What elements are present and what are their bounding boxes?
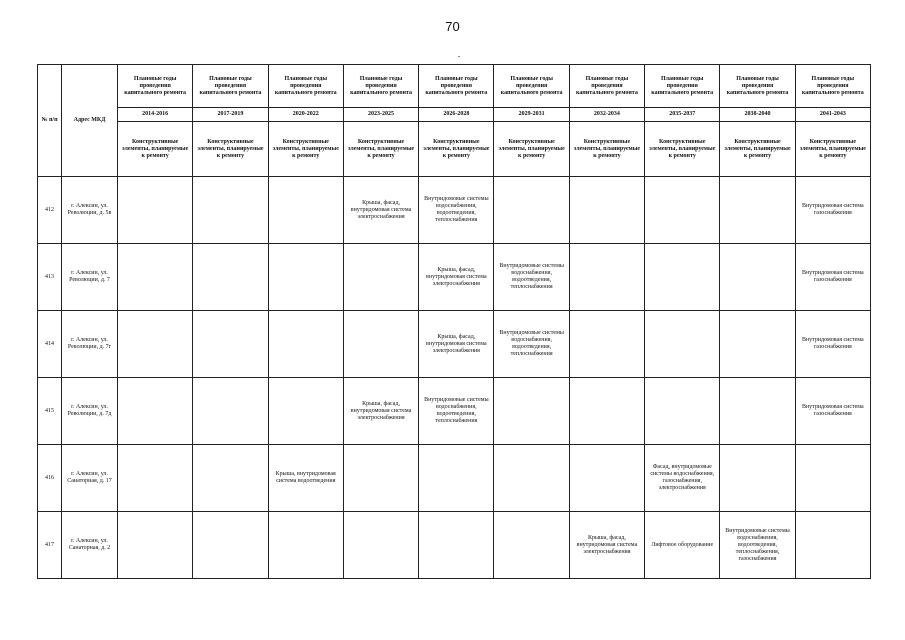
plan-cell [268, 378, 343, 445]
header-row-titles [38, 65, 871, 108]
row-address: г. Алексин, ул. Санаторная, д. 2 [62, 512, 118, 579]
row-num: 415 [38, 378, 62, 445]
period-years: 2029-2031 [494, 108, 569, 122]
plan-cell [569, 177, 644, 244]
plan-cell [268, 512, 343, 579]
plan-cell [118, 445, 193, 512]
plan-cell [645, 177, 720, 244]
period-years: 2035-2037 [645, 108, 720, 122]
plan-cell [645, 244, 720, 311]
plan-cell: Внутридомовая система газоснабжения [795, 311, 870, 378]
table-row [38, 378, 871, 445]
plan-cell [343, 512, 418, 579]
period-years: 2032-2034 [569, 108, 644, 122]
period-elements: Конструктивные элементы, планируемые к ремонту [494, 122, 569, 177]
header-row-years [38, 108, 871, 122]
plan-cell [118, 378, 193, 445]
plan-cell [494, 512, 569, 579]
plan-cell [569, 378, 644, 445]
period-title: Плановые годы проведения капитального ремонта [645, 65, 720, 108]
period-years: 2026-2028 [419, 108, 494, 122]
period-years: 2014-2016 [118, 108, 193, 122]
row-num: 412 [38, 177, 62, 244]
plan-cell [343, 445, 418, 512]
plan-cell [494, 378, 569, 445]
period-title: Плановые годы проведения капитального ремонта [193, 65, 268, 108]
row-address: г. Алексин, ул. Революции, д. 7 [62, 244, 118, 311]
plan-cell [720, 445, 795, 512]
period-title: Плановые годы проведения капитального ремонта [494, 65, 569, 108]
plan-cell [343, 311, 418, 378]
period-elements: Конструктивные элементы, планируемые к ремонту [193, 122, 268, 177]
plan-cell [343, 244, 418, 311]
row-num: 413 [38, 244, 62, 311]
plan-cell [419, 512, 494, 579]
period-elements: Конструктивные элементы, планируемые к ремонту [569, 122, 644, 177]
plan-cell [569, 311, 644, 378]
plan-cell: Внутридомовая система газоснабжения [795, 378, 870, 445]
period-years: 2041-2043 [795, 108, 870, 122]
row-num: 414 [38, 311, 62, 378]
plan-cell [193, 244, 268, 311]
plan-cell: Лифтовое оборудование [645, 512, 720, 579]
period-title: Плановые годы проведения капитального ремонта [795, 65, 870, 108]
plan-cell [118, 311, 193, 378]
plan-cell [645, 378, 720, 445]
plan-cell [720, 177, 795, 244]
table-row [38, 177, 871, 244]
plan-cell: Внутридомовые системы водоснабжения, водоотведения, теплоснабжения, газоснабжения [720, 512, 795, 579]
plan-cell [795, 512, 870, 579]
plan-cell: Внутридомовая система газоснабжения [795, 244, 870, 311]
plan-cell [720, 378, 795, 445]
plan-cell [268, 311, 343, 378]
period-elements: Конструктивные элементы, планируемые к ремонту [268, 122, 343, 177]
table-row [38, 311, 871, 378]
plan-cell [494, 445, 569, 512]
period-title: Плановые годы проведения капитального ремонта [569, 65, 644, 108]
plan-cell: Внутридомовая система газоснабжения [795, 177, 870, 244]
period-title: Плановые годы проведения капитального ремонта [720, 65, 795, 108]
plan-cell [795, 445, 870, 512]
plan-cell: Крыша, фасад, внутридомовая система электроснабжения [343, 177, 418, 244]
plan-cell [193, 177, 268, 244]
plan-cell [268, 244, 343, 311]
plan-cell [419, 445, 494, 512]
table-row [38, 512, 871, 579]
row-num: 417 [38, 512, 62, 579]
table-row [38, 445, 871, 512]
period-elements: Конструктивные элементы, планируемые к ремонту [419, 122, 494, 177]
period-elements: Конструктивные элементы, планируемые к ремонту [795, 122, 870, 177]
table-row [38, 244, 871, 311]
period-years: 2038-2040 [720, 108, 795, 122]
plan-cell [193, 445, 268, 512]
plan-cell: Внутридомовые системы водоснабжения, водоотведения, теплоснабжения [494, 244, 569, 311]
period-years: 2020-2022 [268, 108, 343, 122]
period-elements: Конструктивные элементы, планируемые к ремонту [720, 122, 795, 177]
period-elements: Конструктивные элементы, планируемые к ремонту [343, 122, 418, 177]
plan-cell: Внутридомовые системы водоснабжения, водоотведения, теплоснабжения [494, 311, 569, 378]
plan-cell [193, 378, 268, 445]
plan-cell: Крыша, фасад, внутридомовая система электроснабжения [419, 311, 494, 378]
period-years: 2023-2025 [343, 108, 418, 122]
plan-cell: Внутридомовые системы водоснабжения, водоотведения, теплоснабжения [419, 177, 494, 244]
plan-cell: Крыша, фасад, внутридомовая система электроснабжения [569, 512, 644, 579]
period-title: Плановые годы проведения капитального ремонта [419, 65, 494, 108]
row-address: г. Алексин, ул. Революции, д. 5в [62, 177, 118, 244]
plan-cell [720, 244, 795, 311]
row-num: 416 [38, 445, 62, 512]
period-title: Плановые годы проведения капитального ремонта [343, 65, 418, 108]
period-title: Плановые годы проведения капитального ремонта [118, 65, 193, 108]
plan-cell [118, 244, 193, 311]
plan-cell [720, 311, 795, 378]
row-address: г. Алексин, ул. Революции, д. 7д [62, 378, 118, 445]
period-years: 2017-2019 [193, 108, 268, 122]
header-num: № п/п [38, 65, 62, 177]
row-address: г. Алексин, ул. Революции, д. 7г [62, 311, 118, 378]
row-address: г. Алексин, ул. Санаторная, д. 17 [62, 445, 118, 512]
period-elements: Конструктивные элементы, планируемые к ремонту [118, 122, 193, 177]
period-title: Плановые годы проведения капитального ремонта [268, 65, 343, 108]
header-address: Адрес МКД [62, 65, 118, 177]
plan-cell [268, 177, 343, 244]
plan-cell [193, 311, 268, 378]
plan-cell: Внутридомовые системы водоснабжения, водоотведения, теплоснабжения [419, 378, 494, 445]
scan-dot [458, 56, 460, 57]
capital-repair-table [37, 64, 871, 579]
plan-cell: Крыша, внутридомовая система водоотведения [268, 445, 343, 512]
plan-cell [494, 177, 569, 244]
header-row-elements [38, 122, 871, 177]
page-number: 70 [445, 19, 460, 34]
plan-cell [118, 512, 193, 579]
plan-cell: Крыша, фасад, внутридомовая система электроснабжения [419, 244, 494, 311]
plan-cell [645, 311, 720, 378]
plan-cell [569, 244, 644, 311]
plan-cell [118, 177, 193, 244]
period-elements: Конструктивные элементы, планируемые к ремонту [645, 122, 720, 177]
plan-cell: Крыша, фасад, внутридомовая система электроснабжения [343, 378, 418, 445]
plan-cell: Фасад, внутридомовые системы водоснабжения, газоснабжения, электроснабжения [645, 445, 720, 512]
plan-cell [193, 512, 268, 579]
plan-cell [569, 445, 644, 512]
